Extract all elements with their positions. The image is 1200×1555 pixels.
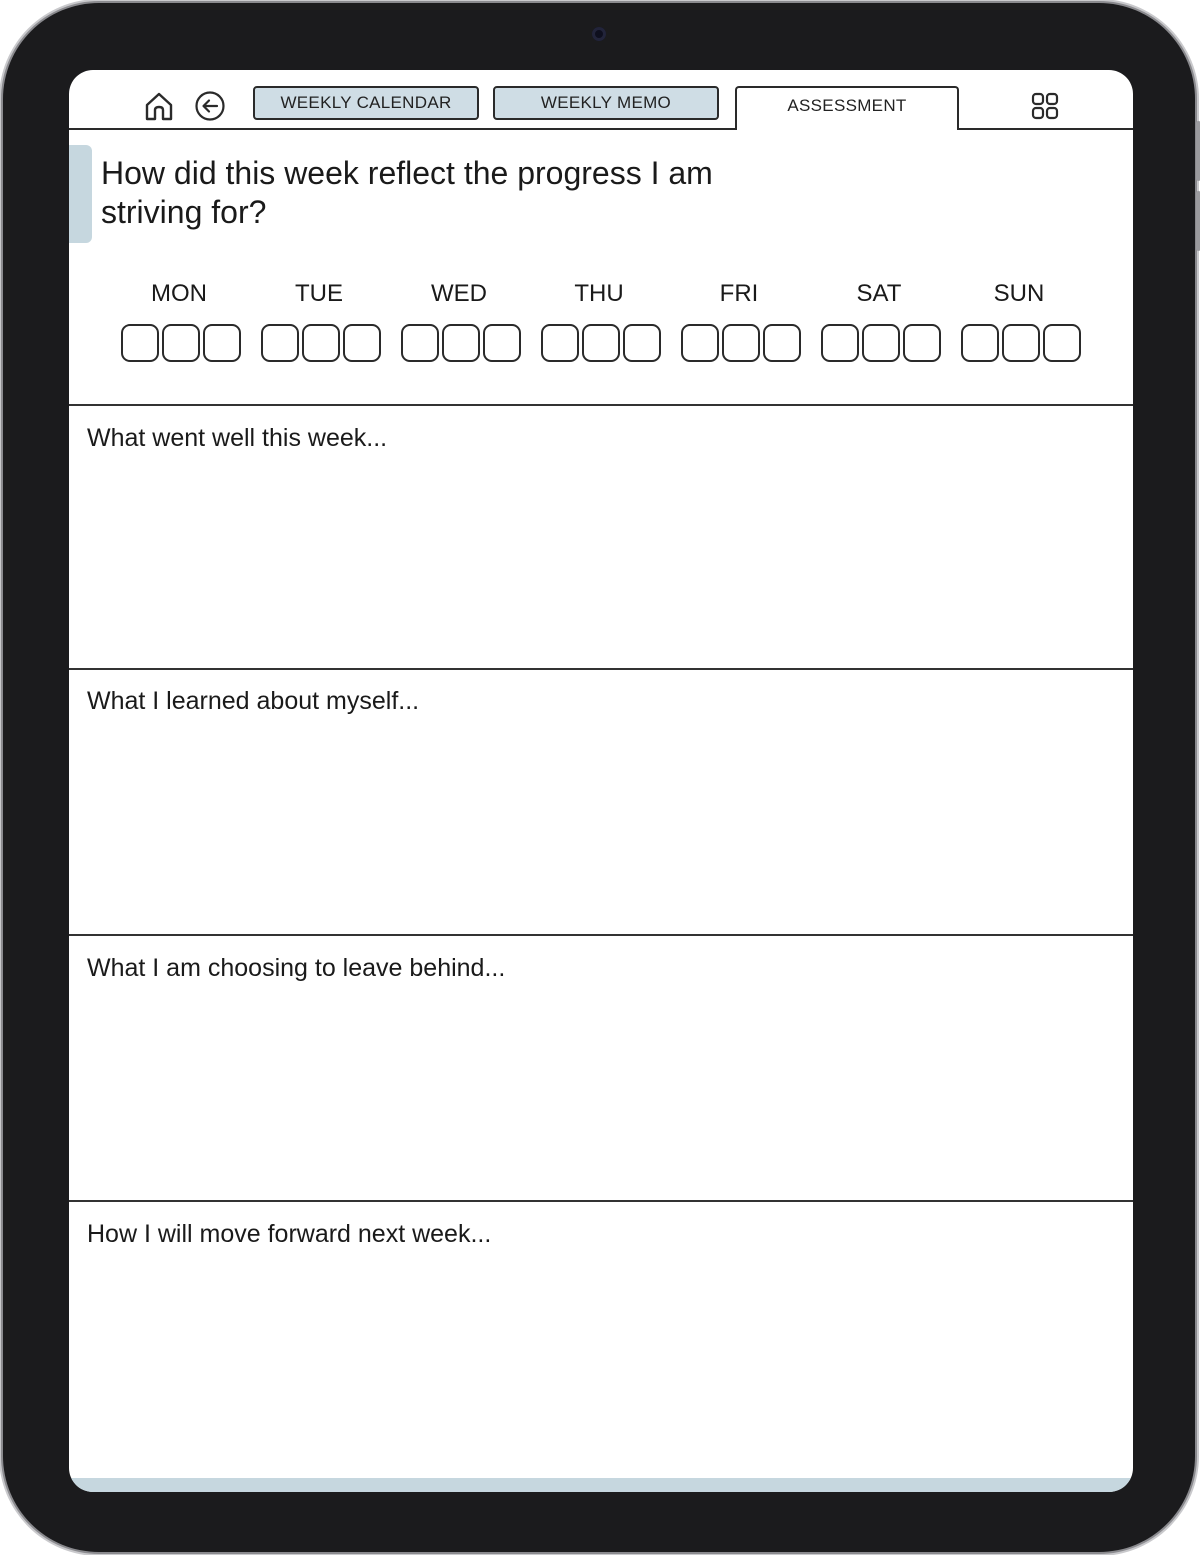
section-went-well-label: What went well this week... <box>87 424 388 452</box>
day-label: WED <box>431 280 487 307</box>
tablet-frame <box>3 3 1195 1552</box>
day-label: FRI <box>719 280 759 307</box>
front-camera <box>592 27 606 41</box>
day-label: THU <box>574 280 624 307</box>
nav-underline <box>69 128 735 130</box>
day-checkboxes <box>261 324 379 360</box>
day-checkboxes <box>961 324 1079 360</box>
tab-weekly-memo[interactable]: WEEKLY MEMO <box>493 86 719 120</box>
day-label: TUE <box>295 280 343 307</box>
checkbox[interactable] <box>541 324 579 362</box>
section-divider <box>69 404 1133 406</box>
bottom-accent-strip <box>69 1478 1133 1492</box>
checkbox[interactable] <box>203 324 241 362</box>
grid-menu-icon[interactable] <box>1030 91 1060 121</box>
checkbox[interactable] <box>623 324 661 362</box>
checkbox[interactable] <box>763 324 801 362</box>
day-checkboxes <box>121 324 239 360</box>
checkbox[interactable] <box>903 324 941 362</box>
day-column-thu <box>539 277 659 311</box>
day-tracker <box>119 277 1079 367</box>
checkbox[interactable] <box>401 324 439 362</box>
day-column-tue <box>259 277 379 311</box>
checkbox[interactable] <box>121 324 159 362</box>
checkbox[interactable] <box>821 324 859 362</box>
checkbox[interactable] <box>582 324 620 362</box>
day-checkboxes <box>541 324 659 360</box>
volume-up-button <box>1196 121 1200 181</box>
nav-underline <box>957 128 1133 130</box>
checkbox[interactable] <box>722 324 760 362</box>
checkbox[interactable] <box>162 324 200 362</box>
section-divider <box>69 934 1133 936</box>
section-move-forward-label: How I will move forward next week... <box>87 1220 492 1248</box>
day-checkboxes <box>821 324 939 360</box>
checkbox[interactable] <box>343 324 381 362</box>
day-column-sat <box>819 277 939 311</box>
section-divider <box>69 668 1133 670</box>
checkbox[interactable] <box>483 324 521 362</box>
planner-screen <box>69 70 1133 1492</box>
checkbox[interactable] <box>302 324 340 362</box>
back-arrow-icon[interactable] <box>194 90 226 122</box>
checkbox[interactable] <box>681 324 719 362</box>
heading-accent-bar <box>69 145 92 243</box>
day-column-wed <box>399 277 519 311</box>
day-checkboxes <box>401 324 519 360</box>
checkbox[interactable] <box>961 324 999 362</box>
day-column-mon <box>119 277 239 311</box>
home-icon[interactable] <box>143 90 175 122</box>
day-label: MON <box>151 280 207 307</box>
day-column-sun <box>959 277 1079 311</box>
top-navigation <box>69 70 1133 130</box>
section-learned-label: What I learned about myself... <box>87 687 420 715</box>
section-divider <box>69 1200 1133 1202</box>
volume-down-button <box>1196 191 1200 251</box>
checkbox[interactable] <box>442 324 480 362</box>
page-title: How did this week reflect the progress I am striving for? <box>101 155 713 230</box>
section-leave-behind-label: What I am choosing to leave behind... <box>87 954 506 982</box>
tab-weekly-calendar[interactable]: WEEKLY CALENDAR <box>253 86 479 120</box>
tab-assessment[interactable]: ASSESSMENT <box>735 86 959 130</box>
day-checkboxes <box>681 324 799 360</box>
day-label: SUN <box>993 280 1045 307</box>
checkbox[interactable] <box>1043 324 1081 362</box>
day-label: SAT <box>856 280 902 307</box>
checkbox[interactable] <box>862 324 900 362</box>
checkbox[interactable] <box>1002 324 1040 362</box>
checkbox[interactable] <box>261 324 299 362</box>
day-column-fri <box>679 277 799 311</box>
